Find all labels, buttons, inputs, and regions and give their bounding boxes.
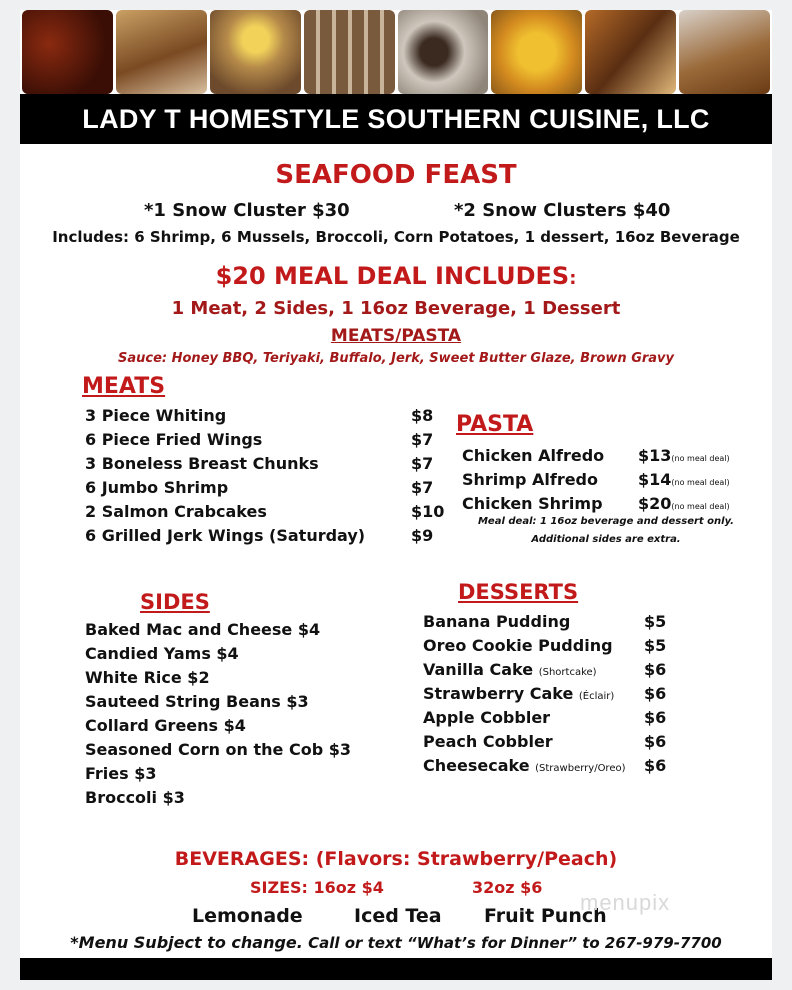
dessert-item-name bbox=[423, 756, 626, 775]
meat-item-price: $7 bbox=[411, 454, 434, 473]
side-item: Candied Yams $4 bbox=[85, 644, 239, 663]
meal-deal-heading-colon: : bbox=[569, 268, 577, 289]
side-item: Fries $3 bbox=[85, 764, 157, 783]
beverages-heading: BEVERAGES: (Flavors: Strawberry/Peach) bbox=[174, 848, 618, 870]
pasta-item-name: Shrimp Alfredo bbox=[462, 470, 598, 489]
sides-heading: SIDES bbox=[140, 590, 210, 614]
dessert-name: Oreo Cookie Pudding bbox=[423, 636, 613, 655]
dessert-item-name bbox=[423, 684, 614, 703]
pasta-note: (no meal deal) bbox=[671, 502, 730, 511]
meat-item-price: $10 bbox=[411, 502, 445, 521]
meat-item-name: 6 Jumbo Shrimp bbox=[85, 478, 229, 497]
pasta-heading: PASTA bbox=[456, 412, 534, 437]
meat-item-name: 3 Piece Whiting bbox=[85, 406, 227, 425]
dessert-item-price: $6 bbox=[644, 708, 667, 727]
wings-photo bbox=[22, 10, 113, 94]
side-item: Collard Greens $4 bbox=[85, 716, 246, 735]
pasta-price: $20 bbox=[638, 494, 672, 513]
fish-photo bbox=[116, 10, 207, 94]
watermark: menupix bbox=[580, 890, 671, 915]
side-item: Seasoned Corn on the Cob $3 bbox=[85, 740, 351, 759]
beverage-fruit-punch: Fruit Punch bbox=[484, 905, 607, 927]
side-item: Sauteed String Beans $3 bbox=[85, 692, 309, 711]
pasta-footnote-2: Additional sides are extra. bbox=[531, 534, 681, 545]
seafood-includes: Includes: 6 Shrimp, 6 Mussels, Broccoli, Corn Potatoes, 1 dessert, 16oz Beverage bbox=[52, 228, 740, 246]
beverage-size-16oz: SIZES: 16oz $4 bbox=[250, 878, 384, 897]
pasta-item-price bbox=[638, 446, 730, 465]
desserts-heading: DESSERTS bbox=[458, 580, 579, 604]
meats-pasta-heading: MEATS/PASTA bbox=[330, 326, 462, 346]
side-item: Broccoli $3 bbox=[85, 788, 185, 807]
sauce-list: Sauce: Honey BBQ, Teriyaki, Buffalo, Jerk, Sweet Butter Glaze, Brown Gravy bbox=[117, 351, 674, 366]
dessert-item-name bbox=[423, 708, 550, 727]
pasta-item-name: Chicken Alfredo bbox=[462, 446, 605, 465]
dessert-item-name bbox=[423, 660, 597, 679]
dessert-name: Cheesecake bbox=[423, 756, 530, 775]
dessert-name: Banana Pudding bbox=[423, 612, 571, 631]
photo-strip bbox=[22, 10, 770, 94]
chicken-photo bbox=[585, 10, 676, 94]
side-item: White Rice $2 bbox=[85, 668, 210, 687]
seafood-option-1: *1 Snow Cluster $30 bbox=[144, 200, 350, 221]
meats-heading: MEATS bbox=[82, 374, 166, 399]
pasta-price: $13 bbox=[638, 446, 672, 465]
meat-item-name: 6 Grilled Jerk Wings (Saturday) bbox=[85, 526, 366, 545]
dessert-name: Apple Cobbler bbox=[423, 708, 551, 727]
pasta-note: (no meal deal) bbox=[671, 454, 730, 463]
meal-deal-details: 1 Meat, 2 Sides, 1 16oz Beverage, 1 Dessert bbox=[171, 298, 621, 319]
footer-note bbox=[20, 933, 772, 952]
pasta-price: $14 bbox=[638, 470, 672, 489]
beverage-iced-tea: Iced Tea bbox=[354, 905, 442, 927]
meat-item-price: $9 bbox=[411, 526, 434, 545]
meat-item-price: $7 bbox=[411, 478, 434, 497]
lemonade-photo bbox=[210, 10, 301, 94]
meat-item-name: 2 Salmon Crabcakes bbox=[85, 502, 267, 521]
pasta-note: (no meal deal) bbox=[671, 478, 730, 487]
dessert-item-price: $5 bbox=[644, 636, 667, 655]
desserts-photo bbox=[304, 10, 395, 94]
side-item: Baked Mac and Cheese $4 bbox=[85, 620, 321, 639]
meat-item-name: 3 Boneless Breast Chunks bbox=[85, 454, 319, 473]
dessert-item-price: $5 bbox=[644, 612, 667, 631]
dessert-note: (Strawberry/Oreo) bbox=[535, 763, 626, 774]
seafood-heading: SEAFOOD FEAST bbox=[275, 160, 517, 190]
dessert-item-price: $6 bbox=[644, 756, 667, 775]
dessert-name: Strawberry Cake bbox=[423, 684, 574, 703]
business-title: LADY T HOMESTYLE SOUTHERN CUISINE, LLC bbox=[20, 94, 772, 144]
meat-item-price: $7 bbox=[411, 430, 434, 449]
bottom-bar bbox=[20, 958, 772, 980]
meal-deal-heading-text: $20 MEAL DEAL INCLUDES bbox=[215, 262, 570, 290]
meal-deal-heading bbox=[20, 262, 772, 290]
dessert-name: Vanilla Cake bbox=[423, 660, 534, 679]
beverage-size-32oz: 32oz $6 bbox=[472, 878, 543, 897]
pasta-item-name: Chicken Shrimp bbox=[462, 494, 603, 513]
dessert-note: (Éclair) bbox=[578, 691, 615, 702]
pasta-item-price bbox=[638, 470, 730, 489]
dessert-note: (Shortcake) bbox=[538, 667, 597, 678]
dessert-item-name bbox=[423, 732, 553, 751]
dessert-item-price: $6 bbox=[644, 660, 667, 679]
cookies-photo bbox=[398, 10, 489, 94]
dessert-item-price: $6 bbox=[644, 732, 667, 751]
dessert-name: Peach Cobbler bbox=[423, 732, 553, 751]
pasta-item-price bbox=[638, 494, 730, 513]
cake-photo bbox=[679, 10, 770, 94]
corn-photo bbox=[491, 10, 582, 94]
meat-item-price: $8 bbox=[411, 406, 434, 425]
footer-note-contact: Call or text “What’s for Dinner” to 267-979-7700 bbox=[302, 934, 722, 952]
beverage-lemonade: Lemonade bbox=[192, 905, 303, 927]
pasta-footnote-1: Meal deal: 1 16oz beverage and dessert only. bbox=[477, 516, 734, 527]
dessert-item-name bbox=[423, 612, 570, 631]
dessert-item-price: $6 bbox=[644, 684, 667, 703]
footer-note-bold: *Menu Subject to change. bbox=[70, 933, 303, 952]
menu-page bbox=[20, 10, 772, 980]
seafood-option-2: *2 Snow Clusters $40 bbox=[454, 200, 671, 221]
meat-item-name: 6 Piece Fried Wings bbox=[85, 430, 263, 449]
dessert-item-name bbox=[423, 636, 613, 655]
